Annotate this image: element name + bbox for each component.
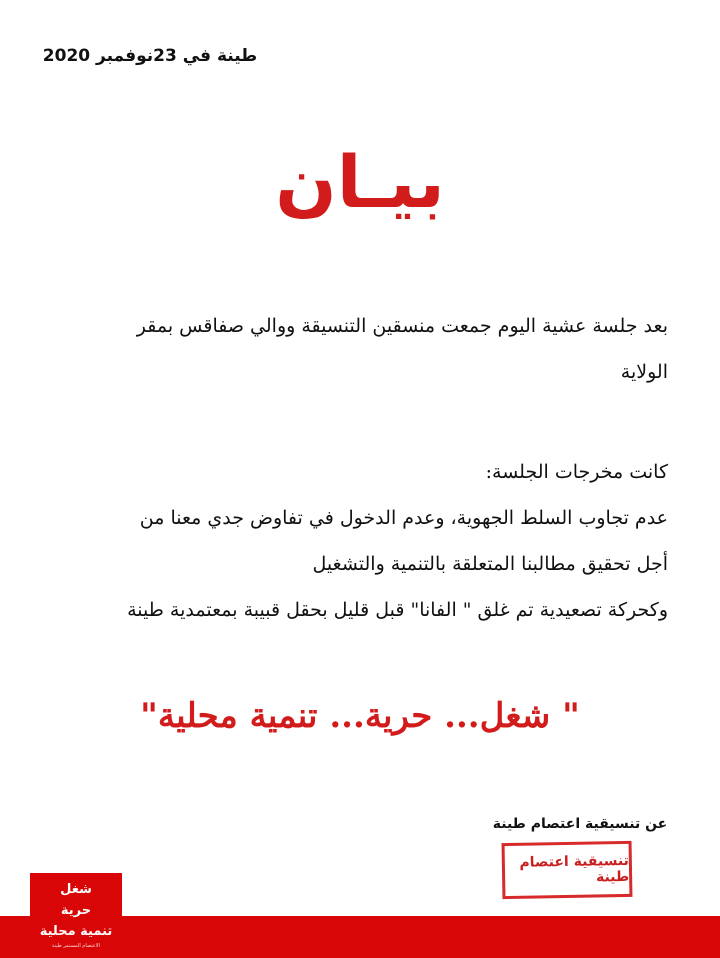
document-date: طينة في 23نوفمبر 2020: [42, 46, 258, 66]
badge-caption: الاعتصام المستمر طينة: [52, 943, 100, 949]
document-title: بيـان: [275, 140, 445, 224]
signature-label: عن تنسيقية اعتصام طينة: [492, 816, 668, 832]
paragraph-line: وكحركة تصعيدية تم غلق " الفانا" قبل قليل بحقل قبيبة بمعتمدية طينة: [127, 599, 668, 621]
badge-line-development: تنمية محلية: [39, 924, 113, 939]
stamp-text: تنسيقية اعتصام طينة: [519, 852, 630, 886]
badge-line-freedom: حرية: [60, 903, 92, 918]
paragraph-line: الولاية: [620, 361, 668, 383]
slogan-badge: [30, 873, 122, 958]
paragraph-line: كانت مخرجات الجلسة:: [485, 461, 668, 483]
slogan: " شغل... حرية... تنمية محلية": [140, 696, 580, 736]
paragraph-intro: [48, 303, 668, 395]
badge-line-work: شغل: [60, 882, 92, 897]
paragraph-outcomes: [48, 449, 668, 633]
paragraph-line: بعد جلسة عشية اليوم جمعت منسقين التنسيقة ووالي صفاقس بمقر: [136, 315, 668, 337]
paragraph-line: عدم تجاوب السلط الجهوية، وعدم الدخول في تفاوض جدي معنا من: [139, 507, 668, 529]
organization-stamp: [502, 841, 633, 899]
paragraph-line: أجل تحقيق مطالبنا المتعلقة بالتنمية والتشغيل: [312, 553, 668, 575]
